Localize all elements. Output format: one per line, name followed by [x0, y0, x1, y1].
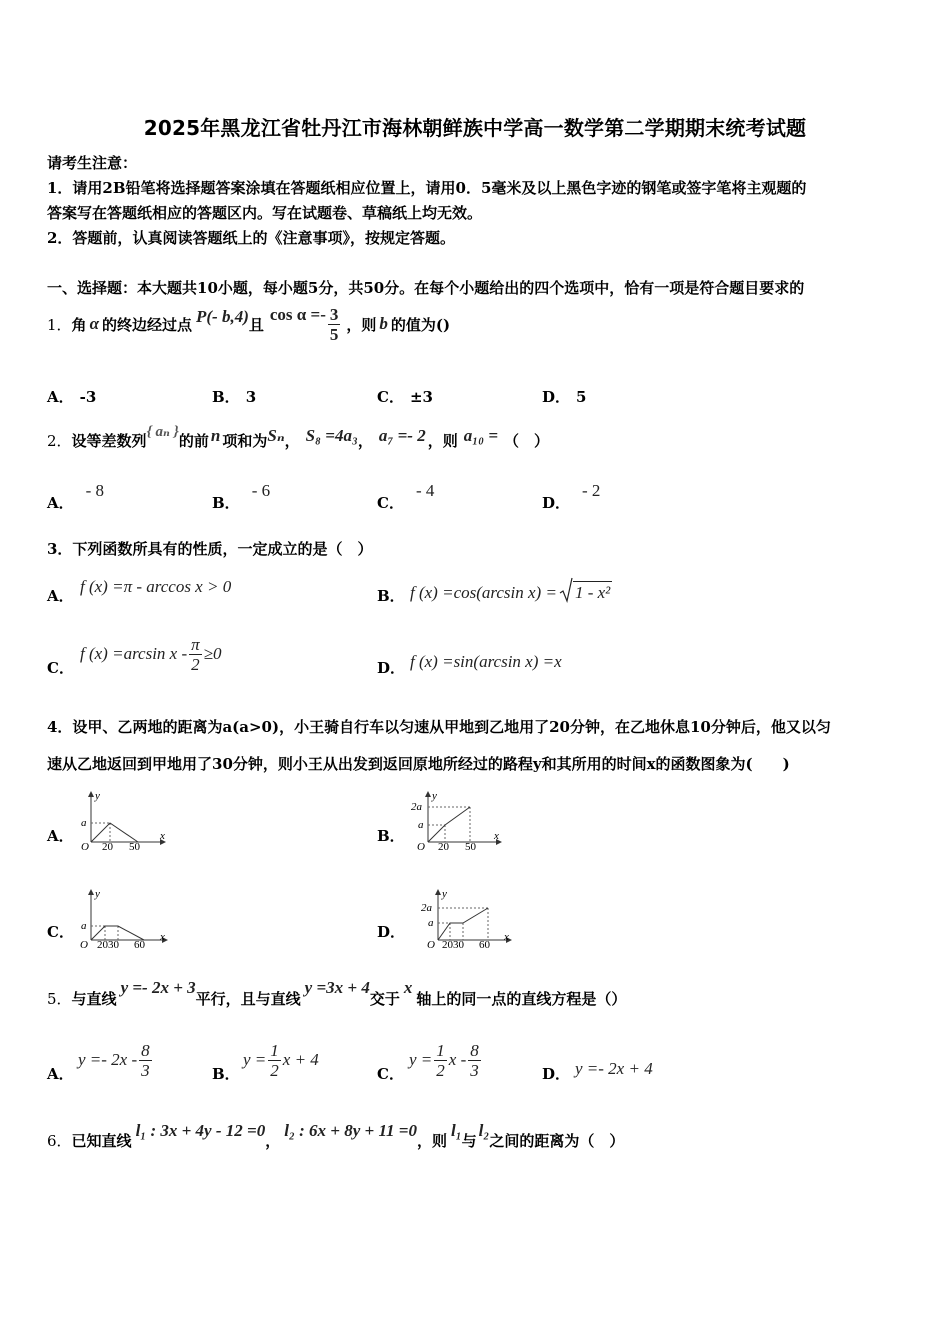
q1-text-5: 的值为()	[390, 315, 451, 334]
question-6	[47, 1120, 624, 1160]
svg-text:a: a	[428, 917, 434, 929]
q2-number: 2．	[47, 431, 72, 450]
svg-text:y: y	[432, 790, 437, 802]
svg-text:2a: 2a	[411, 801, 422, 813]
notice-line1a: 1．请用2B铅笔将选择题答案涂填在答题纸相应位置上，请用0．5毫米及以上黑色字迹的钢笔或签字笔将主观题的	[47, 179, 807, 197]
q2-sequence: { aₙ }	[146, 423, 179, 440]
q5-number: 5．	[47, 989, 72, 1008]
q5-expr-2: y =3x + 4	[304, 978, 370, 997]
q5-option-a-expr: y =- 2x - $\frac{8}{3}$	[78, 1040, 150, 1080]
q5-option-a-label[interactable]: A．	[47, 1065, 74, 1083]
q3-option-a-expr: f (x) =π - arccos x > 0	[80, 577, 232, 596]
q6-l2: l₂	[478, 1121, 490, 1140]
svg-text:x: x	[160, 931, 165, 943]
q3-option-d-expr: f (x) =sin(arcsin x) =x	[410, 652, 562, 671]
q6-text-4: 之间的距离为（ ）	[489, 1131, 625, 1150]
q1-option-a[interactable]: A． -3	[47, 388, 97, 406]
q6-text-3: 与	[461, 1131, 477, 1150]
q4-option-c-label[interactable]: C．	[47, 923, 74, 941]
q4-graph-a[interactable]	[76, 790, 168, 852]
q1-fraction: $\frac{3}{5}$	[329, 304, 339, 344]
question-1	[47, 300, 450, 348]
svg-text:O: O	[80, 939, 88, 950]
q4-line-2: 速从乙地返回到甲地用了30分钟，则小王从出发到返回原地所经过的路程y和其所用的时间x的函数图象为( )	[47, 755, 790, 773]
q2-text-1: 设等差数列	[71, 431, 147, 450]
svg-text:50: 50	[465, 841, 476, 852]
q2-option-c[interactable]: C．- 4	[377, 481, 435, 512]
q6-text-1: 已知直线	[71, 1131, 132, 1150]
q4-graph-b[interactable]	[408, 790, 504, 852]
q6-expr-2: l₂ : 6x + 8y + 11 =0	[284, 1121, 417, 1140]
q3-option-d-label[interactable]: D．	[377, 659, 406, 677]
q2-text-3: 项和为	[222, 431, 268, 450]
q3-radicand: 1 - x²	[574, 583, 611, 602]
q5-text-1: 与直线	[71, 989, 117, 1008]
svg-text:a: a	[81, 817, 87, 829]
q4-graph-c[interactable]	[76, 888, 172, 950]
q6-comma: ，	[265, 1131, 281, 1150]
q2-expr-2: a₇ =- 2	[378, 426, 426, 445]
q3-c-fraction: $\frac{\pi}{2}$	[191, 634, 200, 674]
svg-text:x: x	[504, 931, 509, 943]
q2-comma-1: ，	[284, 431, 300, 450]
notice-line1b: 答案写在答题纸相应的答题区内。写在试题卷、草稿纸上均无效。	[47, 204, 483, 222]
svg-text:x: x	[160, 830, 165, 842]
q5-text-4: 轴上的同一点的直线方程是（）	[416, 989, 627, 1008]
svg-text:2a: 2a	[421, 902, 432, 914]
svg-text:O: O	[81, 841, 89, 852]
notice-heading: 请考生注意：	[47, 154, 138, 172]
svg-text:y: y	[95, 888, 100, 900]
q6-l1: l₁	[450, 1121, 462, 1140]
q2-option-b[interactable]: B．- 6	[212, 481, 271, 512]
question-5	[47, 978, 626, 1018]
svg-text:20: 20	[438, 841, 449, 852]
q4-line-1: 4．设甲、乙两地的距离为a(a>0)，小王骑自行车以匀速从甲地到乙地用了20分钟，在乙地休息10分钟后，他又以匀	[47, 718, 831, 736]
q6-text-2: ，则	[416, 1131, 447, 1150]
q3-option-c-expr: f (x) =arcsin x - $\frac{\pi}{2}$ ≥0	[80, 634, 222, 674]
svg-text:20: 20	[102, 841, 113, 852]
q1-option-c[interactable]: C． ±3	[377, 388, 433, 406]
svg-text:60: 60	[134, 939, 145, 950]
q6-number: 6．	[47, 1131, 72, 1150]
q1-text-2: 的终边经过点	[101, 315, 192, 334]
q5-option-b-label[interactable]: B．	[212, 1065, 240, 1083]
q5-option-d-expr: y =- 2x + 4	[575, 1059, 653, 1078]
q2-n: n	[210, 426, 221, 445]
svg-text:y: y	[442, 888, 447, 900]
q1-alpha: α	[89, 314, 99, 333]
svg-text:O: O	[417, 841, 425, 852]
question-2	[47, 420, 549, 460]
q5-option-c-expr: y = $\frac{1}{2}$ x - $\frac{8}{3}$	[409, 1040, 479, 1080]
section-heading: 一、选择题：本大题共10小题，每小题5分，共50分。在每个小题给出的四个选项中，恰有一项是符合题目要求的	[47, 279, 805, 297]
q2-expr-1: S₈ =4a₃	[305, 426, 358, 445]
svg-text:60: 60	[479, 939, 490, 950]
q4-option-b-label[interactable]: B．	[377, 827, 405, 845]
q1-option-d[interactable]: D． 5	[542, 388, 587, 406]
q3-option-c-label[interactable]: C．	[47, 659, 74, 677]
svg-text:a: a	[418, 819, 424, 831]
q5-expr-1: y =- 2x + 3	[120, 978, 196, 997]
svg-text:2030: 2030	[442, 939, 464, 950]
q2-text-5: （ ）	[504, 431, 550, 450]
svg-text:x: x	[494, 830, 499, 842]
q4-option-a-label[interactable]: A．	[47, 827, 74, 845]
q5-x: x	[403, 978, 413, 997]
svg-text:50: 50	[129, 841, 140, 852]
notice-line2: 2．答题前，认真阅读答题纸上的《注意事项》，按规定答题。	[47, 229, 455, 247]
q1-number: 1．	[47, 315, 72, 334]
q2-text-2: 的前	[178, 431, 209, 450]
page-title: 2025年黑龙江省牡丹江市海林朝鲜族中学高一数学第二学期期末统考试题	[143, 116, 807, 140]
q5-option-c-label[interactable]: C．	[377, 1065, 404, 1083]
q1-point: P(- b,4)	[195, 307, 249, 326]
q4-graph-d[interactable]	[418, 888, 514, 950]
svg-text:2030: 2030	[97, 939, 119, 950]
q2-text-4: ，则	[427, 431, 458, 450]
question-3: 3．下列函数所具有的性质，一定成立的是（ ）	[47, 540, 373, 558]
q3-option-a-label[interactable]: A．	[47, 587, 74, 605]
q5-option-d-label[interactable]: D．	[542, 1065, 571, 1083]
q3-option-b-expr: f (x) =cos(arcsin x) = 1 - x²	[410, 577, 612, 603]
q5-option-b-expr: y = $\frac{1}{2}$ x + 4	[243, 1040, 319, 1080]
q2-option-a[interactable]: A．- 8	[47, 481, 105, 512]
q3-option-b-label[interactable]: B．	[377, 587, 405, 605]
q1-option-b[interactable]: B． 3	[212, 388, 257, 406]
svg-text:O: O	[427, 939, 435, 950]
q2-sn: Sₙ	[267, 426, 285, 445]
q1-text-1: 角	[71, 315, 87, 334]
svg-text:a: a	[81, 920, 87, 932]
q1-text-4: ，则	[346, 315, 377, 334]
q2-comma-2: ，	[357, 431, 373, 450]
q6-expr-1: l₁ : 3x + 4y - 12 =0	[135, 1121, 266, 1140]
q1-b: b	[379, 314, 388, 333]
q5-text-2: 平行，且与直线	[195, 989, 301, 1008]
q1-text-3: 且	[248, 315, 264, 334]
q4-option-d-label[interactable]: D．	[377, 923, 406, 941]
q2-option-d[interactable]: D．- 2	[542, 481, 601, 512]
q5-text-3: 交于	[369, 989, 400, 1008]
q2-expr-3: a₁₀ =	[463, 426, 499, 445]
svg-text:y: y	[95, 790, 100, 802]
sqrt-sign-icon	[559, 577, 573, 603]
q1-cos: cos α =-	[269, 305, 326, 324]
